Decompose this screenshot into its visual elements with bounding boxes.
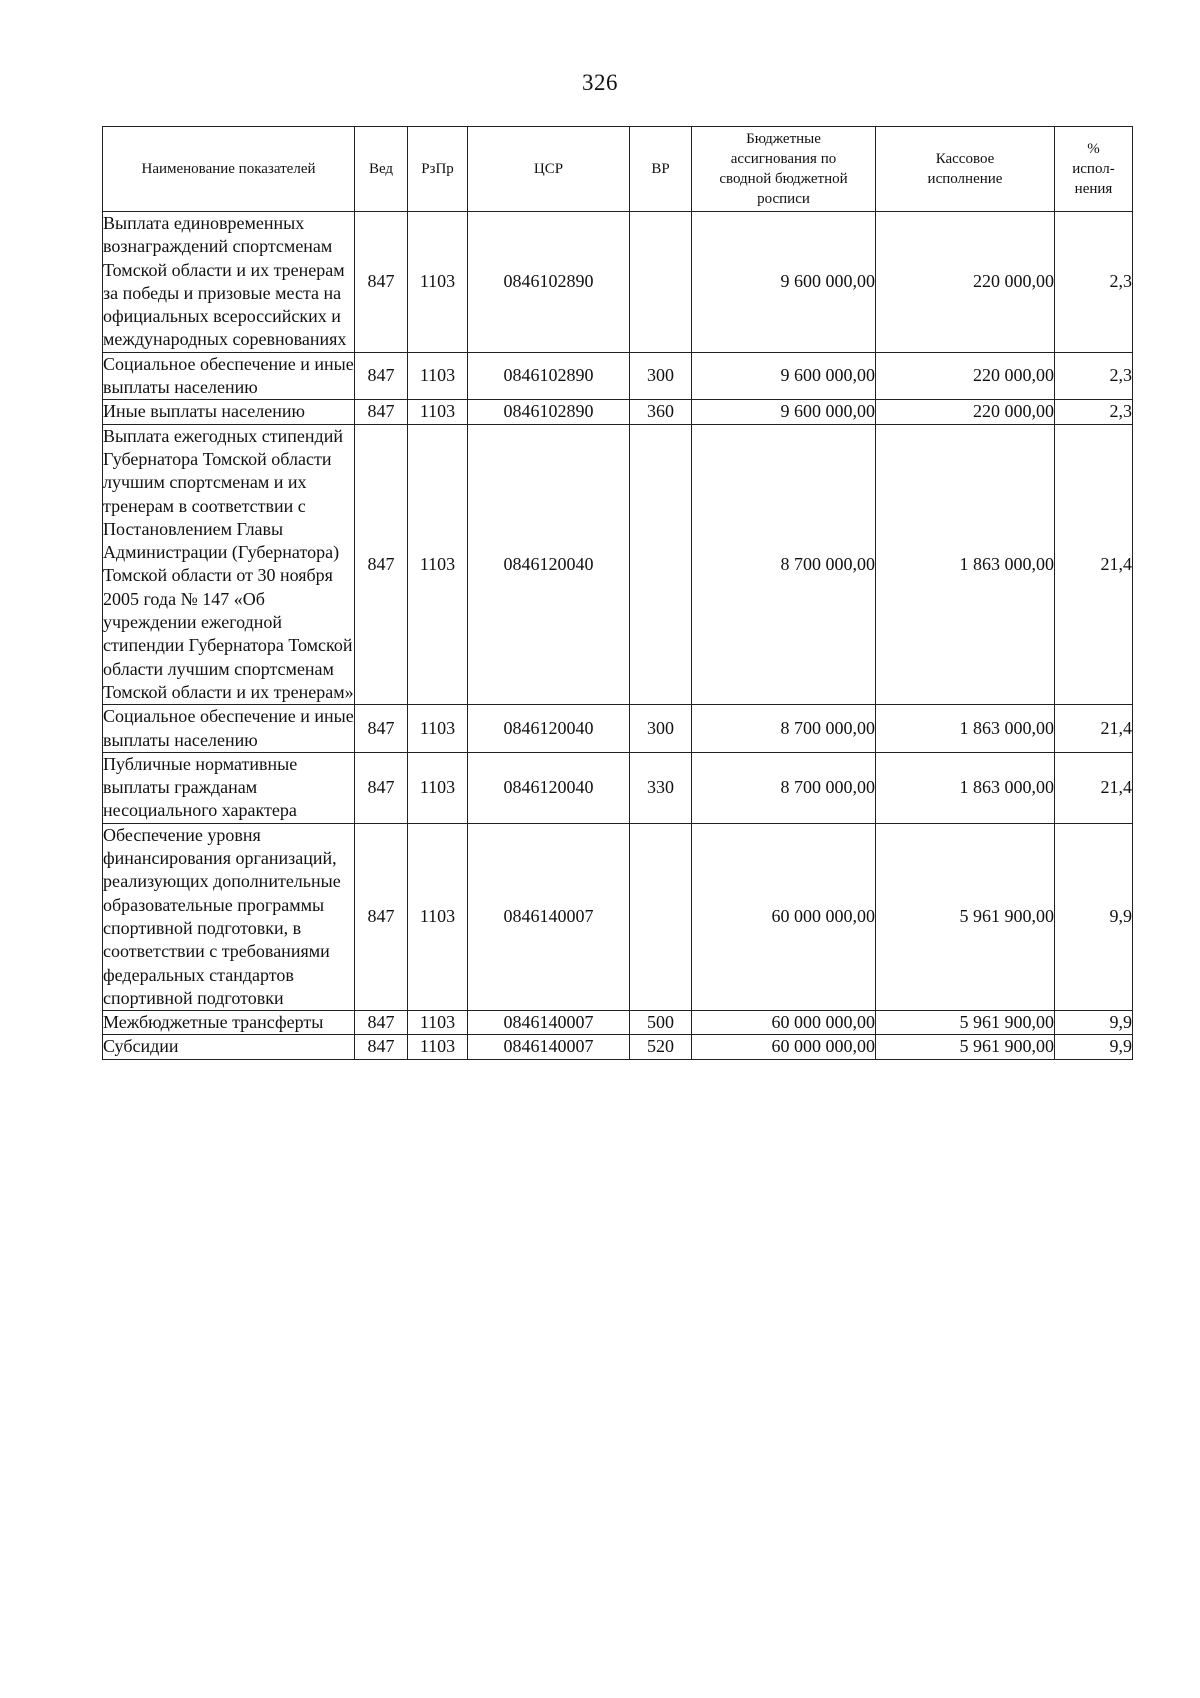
header-percent-line1: испол- — [1072, 161, 1115, 177]
cell-budget: 9 600 000,00 — [692, 352, 876, 400]
cell-ved: 847 — [355, 752, 408, 823]
cell-csr: 0846140007 — [468, 1011, 630, 1035]
cell-percent: 9,9 — [1055, 823, 1133, 1010]
header-cash: Кассовое исполнение — [876, 127, 1055, 212]
table-body — [103, 212, 1133, 1060]
table-row — [103, 400, 1133, 424]
cell-cash: 5 961 900,00 — [876, 1011, 1055, 1035]
cell-percent: 9,9 — [1055, 1011, 1133, 1035]
cell-vr: 330 — [630, 752, 692, 823]
cell-name: Обеспечение уровня финансирования организаций, реализующих дополнительные образовательные программы спортивной подготовки, в соответствии с требованиями федеральных стандартов спортивной подготовки — [103, 823, 355, 1010]
cell-percent: 9,9 — [1055, 1035, 1133, 1059]
cell-ved: 847 — [355, 352, 408, 400]
cell-budget: 8 700 000,00 — [692, 424, 876, 705]
cell-rzpr: 1103 — [408, 1035, 468, 1059]
cell-cash: 5 961 900,00 — [876, 823, 1055, 1010]
cell-budget: 60 000 000,00 — [692, 1011, 876, 1035]
page-number: 326 — [582, 70, 618, 95]
cell-percent: 21,4 — [1055, 752, 1133, 823]
table-row — [103, 752, 1133, 823]
header-budget: Бюджетные ассигнования по сводной бюджетной росписи — [692, 127, 876, 212]
cell-ved: 847 — [355, 400, 408, 424]
cell-vr: 300 — [630, 352, 692, 400]
cell-rzpr: 1103 — [408, 424, 468, 705]
cell-csr: 0846102890 — [468, 352, 630, 400]
cell-name: Иные выплаты населению — [103, 400, 355, 424]
header-name: Наименование показателей — [103, 127, 355, 212]
cell-cash: 220 000,00 — [876, 400, 1055, 424]
table-row — [103, 212, 1133, 353]
cell-cash: 220 000,00 — [876, 212, 1055, 353]
cell-cash: 5 961 900,00 — [876, 1035, 1055, 1059]
cell-budget: 60 000 000,00 — [692, 1035, 876, 1059]
cell-ved: 847 — [355, 212, 408, 353]
cell-name: Субсидии — [103, 1035, 355, 1059]
cell-ved: 847 — [355, 424, 408, 705]
cell-cash: 220 000,00 — [876, 352, 1055, 400]
cell-rzpr: 1103 — [408, 352, 468, 400]
cell-ved: 847 — [355, 1035, 408, 1059]
table-row — [103, 823, 1133, 1010]
table-row — [103, 1011, 1133, 1035]
cell-rzpr: 1103 — [408, 752, 468, 823]
header-rzpr: РзПр — [408, 127, 468, 212]
table-row — [103, 705, 1133, 753]
cell-rzpr: 1103 — [408, 400, 468, 424]
cell-budget: 9 600 000,00 — [692, 212, 876, 353]
table-row — [103, 424, 1133, 705]
cell-vr — [630, 424, 692, 705]
cell-rzpr: 1103 — [408, 705, 468, 753]
cell-cash: 1 863 000,00 — [876, 424, 1055, 705]
header-ved: Вед — [355, 127, 408, 212]
cell-cash: 1 863 000,00 — [876, 705, 1055, 753]
cell-csr: 0846120040 — [468, 705, 630, 753]
cell-budget: 8 700 000,00 — [692, 705, 876, 753]
cell-rzpr: 1103 — [408, 823, 468, 1010]
cell-budget: 8 700 000,00 — [692, 752, 876, 823]
table-header-row — [103, 127, 1133, 212]
cell-name: Социальное обеспечение и иные выплаты населению — [103, 352, 355, 400]
cell-budget: 60 000 000,00 — [692, 823, 876, 1010]
header-vr: ВР — [630, 127, 692, 212]
header-percent-line2: нения — [1074, 181, 1113, 197]
cell-ved: 847 — [355, 823, 408, 1010]
cell-vr: 360 — [630, 400, 692, 424]
header-percent-sign: % — [1087, 141, 1100, 157]
cell-percent: 2,3 — [1055, 400, 1133, 424]
cell-name: Межбюджетные трансферты — [103, 1011, 355, 1035]
cell-cash: 1 863 000,00 — [876, 752, 1055, 823]
cell-vr — [630, 212, 692, 353]
cell-rzpr: 1103 — [408, 1011, 468, 1035]
cell-csr: 0846120040 — [468, 752, 630, 823]
cell-name: Публичные нормативные выплаты гражданам несоциального характера — [103, 752, 355, 823]
cell-ved: 847 — [355, 1011, 408, 1035]
cell-percent: 2,3 — [1055, 352, 1133, 400]
cell-csr: 0846102890 — [468, 212, 630, 353]
cell-vr: 300 — [630, 705, 692, 753]
cell-csr: 0846102890 — [468, 400, 630, 424]
budget-execution-table — [102, 126, 1133, 1060]
cell-csr: 0846140007 — [468, 823, 630, 1010]
table-row — [103, 1035, 1133, 1059]
cell-percent: 2,3 — [1055, 212, 1133, 353]
cell-vr: 520 — [630, 1035, 692, 1059]
header-csr: ЦСР — [468, 127, 630, 212]
cell-csr: 0846140007 — [468, 1035, 630, 1059]
cell-vr — [630, 823, 692, 1010]
cell-percent: 21,4 — [1055, 424, 1133, 705]
cell-vr: 500 — [630, 1011, 692, 1035]
cell-rzpr: 1103 — [408, 212, 468, 353]
header-percent — [1055, 127, 1133, 212]
cell-csr: 0846120040 — [468, 424, 630, 705]
cell-name: Выплата ежегодных стипендий Губернатора Томской области лучшим спортсменам и их тренерам в соответствии с Постановлением Главы Администрации (Губернатора) Томской области от 30 ноября 2005 года № 147 «Об учреждении ежегодной стипендии Губернатора Томской области лучшим спортсменам Томской области и их тренерам» — [103, 424, 355, 705]
cell-budget: 9 600 000,00 — [692, 400, 876, 424]
table-row — [103, 352, 1133, 400]
cell-ved: 847 — [355, 705, 408, 753]
cell-percent: 21,4 — [1055, 705, 1133, 753]
cell-name: Социальное обеспечение и иные выплаты населению — [103, 705, 355, 753]
cell-name: Выплата единовременных вознаграждений спортсменам Томской области и их тренерам за победы и призовые места на официальных всероссийских и международных соревнованиях — [103, 212, 355, 353]
